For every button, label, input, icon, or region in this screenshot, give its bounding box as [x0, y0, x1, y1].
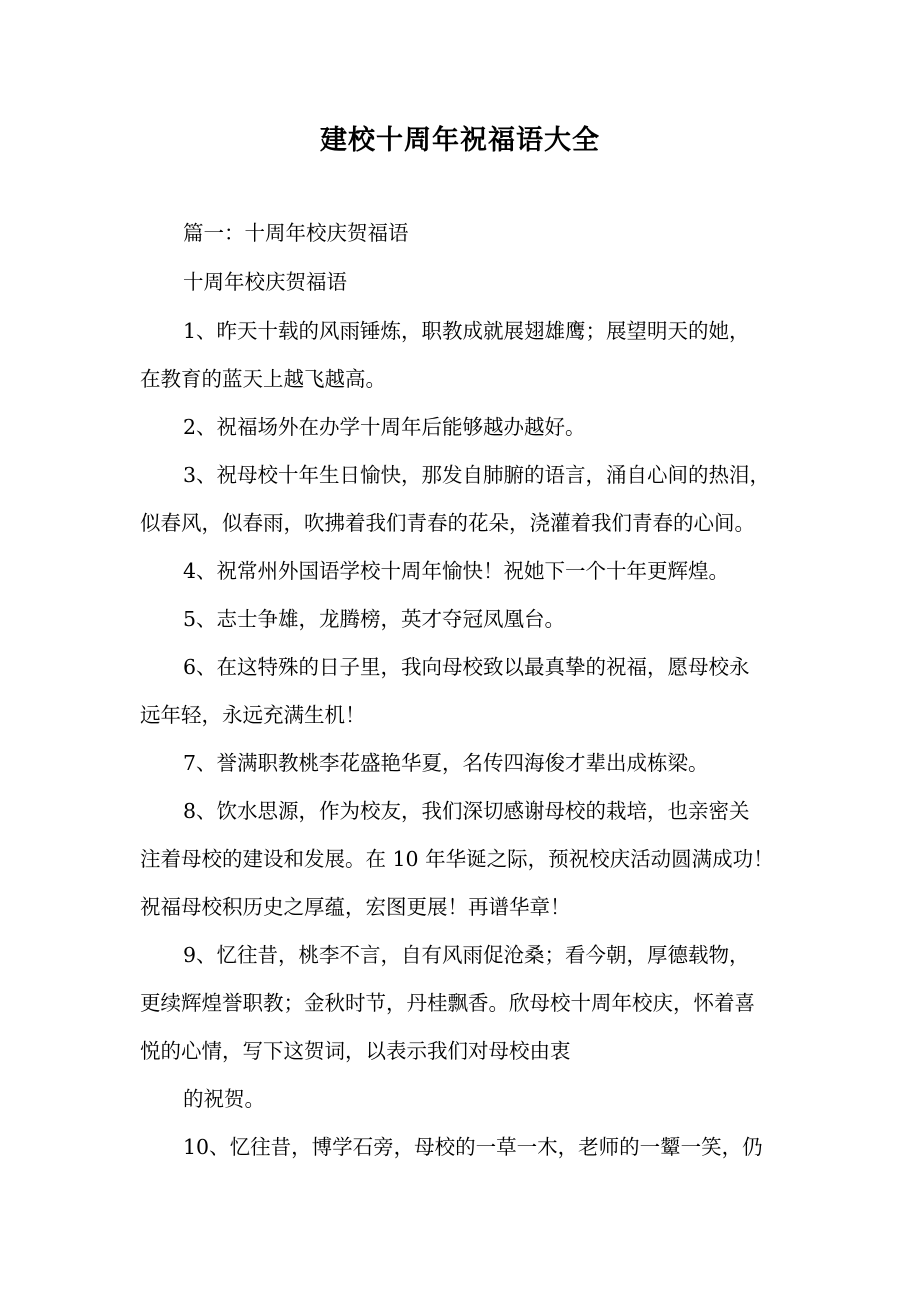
- document-title: 建校十周年祝福语大全: [320, 125, 600, 156]
- paragraph-line: 注着母校的建设和发展。在 10 年华诞之际，预祝校庆活动圆满成功！: [140, 847, 774, 871]
- paragraph-line: 8、饮水思源，作为校友，我们深切感谢母校的栽培，也亲密关: [183, 799, 750, 823]
- paragraph-line: 的祝贺。: [183, 1087, 265, 1111]
- paragraph-line: 4、祝常州外国语学校十周年愉快！祝她下一个十年更辉煌。: [183, 559, 730, 583]
- paragraph-line: 6、在这特殊的日子里，我向母校致以最真挚的祝福，愿母校永: [183, 655, 750, 679]
- paragraph-line: 7、誉满职教桃李花盛艳华夏，名传四海俊才辈出成栋梁。: [183, 751, 709, 775]
- paragraph-line: 在教育的蓝天上越飞越高。: [140, 367, 386, 391]
- paragraph-line: 1、昨天十载的风雨锤炼，职教成就展翅雄鹰；展望明天的她，: [183, 319, 750, 343]
- paragraph-line: 2、祝福场外在办学十周年后能够越办越好。: [183, 415, 586, 439]
- paragraph-line: 远年轻，永远充满生机！: [140, 703, 366, 727]
- paragraph-line: 3、祝母校十年生日愉快，那发自肺腑的语言，涌自心间的热泪，: [183, 463, 771, 487]
- section-heading: 篇一：十周年校庆贺福语: [183, 221, 409, 245]
- paragraph-line: 9、忆往昔，桃李不言，自有风雨促沧桑；看今朝，厚德载物，: [183, 943, 750, 967]
- paragraph-line: 悦的心情，写下这贺词，以表示我们对母校由衷: [140, 1039, 571, 1063]
- paragraph-line: 祝福母校积历史之厚蕴，宏图更展！再谱华章！: [140, 895, 571, 919]
- paragraph-line: 似春风，似春雨，吹拂着我们青春的花朵，浇灌着我们青春的心间。: [140, 511, 755, 535]
- paragraph-line: 5、志士争雄，龙腾榜，英才夺冠凤凰台。: [183, 607, 566, 631]
- paragraph-line: 更续辉煌誉职教；金秋时节，丹桂飘香。欣母校十周年校庆，怀着喜: [140, 991, 755, 1015]
- paragraph-line: 10、忆往昔，博学石旁，母校的一草一木，老师的一颦一笑，仍: [183, 1135, 763, 1159]
- subheading: 十周年校庆贺福语: [183, 270, 347, 294]
